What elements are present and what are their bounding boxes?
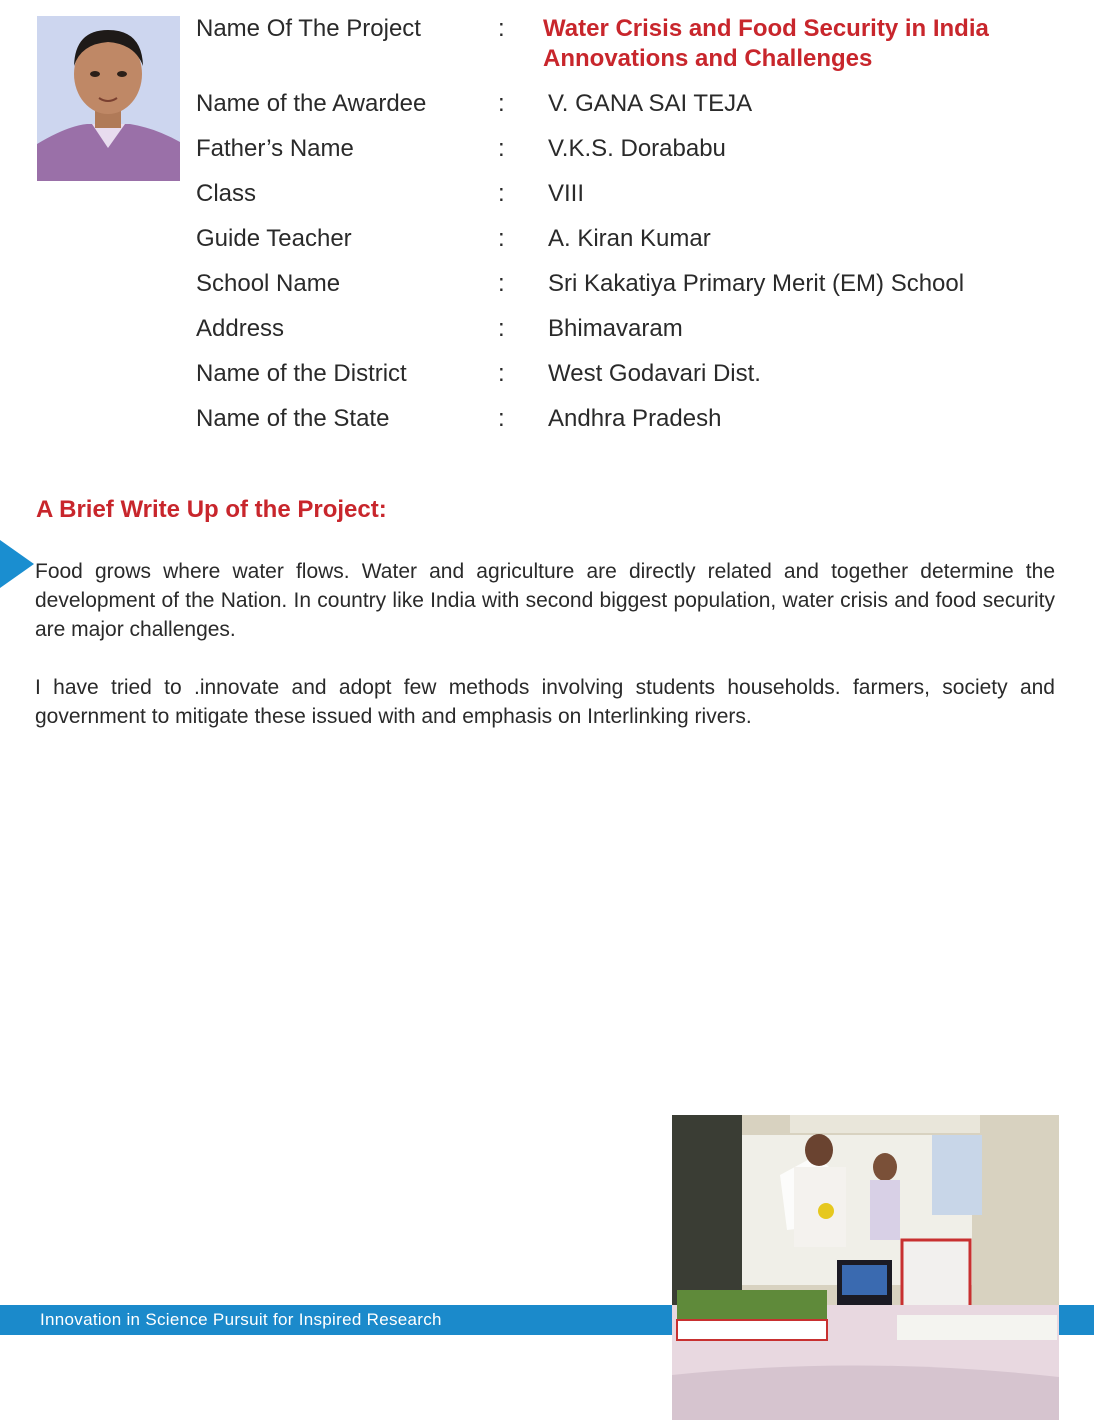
exhibit-photo — [672, 1115, 1059, 1420]
detail-label: Name of the District — [196, 360, 407, 387]
detail-separator: : — [498, 135, 505, 162]
awardee-portrait — [37, 16, 180, 181]
triangle-marker-icon — [0, 540, 34, 588]
detail-value: V. GANA SAI TEJA — [548, 90, 753, 117]
project-title — [543, 14, 1063, 74]
detail-separator: : — [498, 360, 505, 387]
detail-separator: : — [498, 15, 505, 42]
detail-separator: : — [498, 180, 505, 207]
project-title-line1: Water Crisis and Food Security in India — [543, 15, 989, 42]
detail-label: Name of the Awardee — [196, 90, 427, 117]
write-up-heading: A Brief Write Up of the Project: — [36, 496, 387, 523]
detail-separator: : — [498, 225, 505, 252]
detail-value: Sri Kakatiya Primary Merit (EM) School — [548, 270, 965, 297]
detail-value: A. Kiran Kumar — [548, 225, 711, 252]
footer-tagline: Innovation in Science Pursuit for Inspired Research — [40, 1310, 442, 1329]
detail-value: VIII — [548, 180, 585, 207]
student-portrait-photo — [37, 16, 180, 181]
detail-separator: : — [498, 405, 505, 432]
detail-value: Andhra Pradesh — [548, 405, 722, 432]
detail-label: Father’s Name — [196, 135, 354, 162]
detail-label: Guide Teacher — [196, 225, 352, 252]
detail-label: School Name — [196, 270, 341, 297]
detail-label: Address — [196, 315, 285, 342]
exhibit-scene — [672, 1115, 1059, 1420]
detail-label: Name of the State — [196, 405, 390, 432]
detail-separator: : — [498, 90, 505, 117]
detail-separator: : — [498, 270, 505, 297]
write-up-paragraph-2: I have tried to .innovate and adopt few methods involving students households. farmers, society and government to mitigate these issued with and emphasis on Interlinking rivers. — [35, 676, 1055, 728]
detail-value: V.K.S. Dorababu — [548, 135, 726, 162]
write-up-paragraph-1: Food grows where water flows. Water and agriculture are directly related and together determine the development of the Nation. In country like India with second biggest population, water crisis and food security are major challenges. — [35, 560, 1055, 641]
detail-label: Name Of The Project — [196, 15, 421, 42]
detail-value: Bhimavaram — [548, 315, 683, 342]
detail-value: West Godavari Dist. — [548, 360, 761, 387]
detail-label: Class — [196, 180, 257, 207]
detail-separator: : — [498, 315, 505, 342]
project-title-line2: Annovations and Challenges — [543, 45, 873, 72]
